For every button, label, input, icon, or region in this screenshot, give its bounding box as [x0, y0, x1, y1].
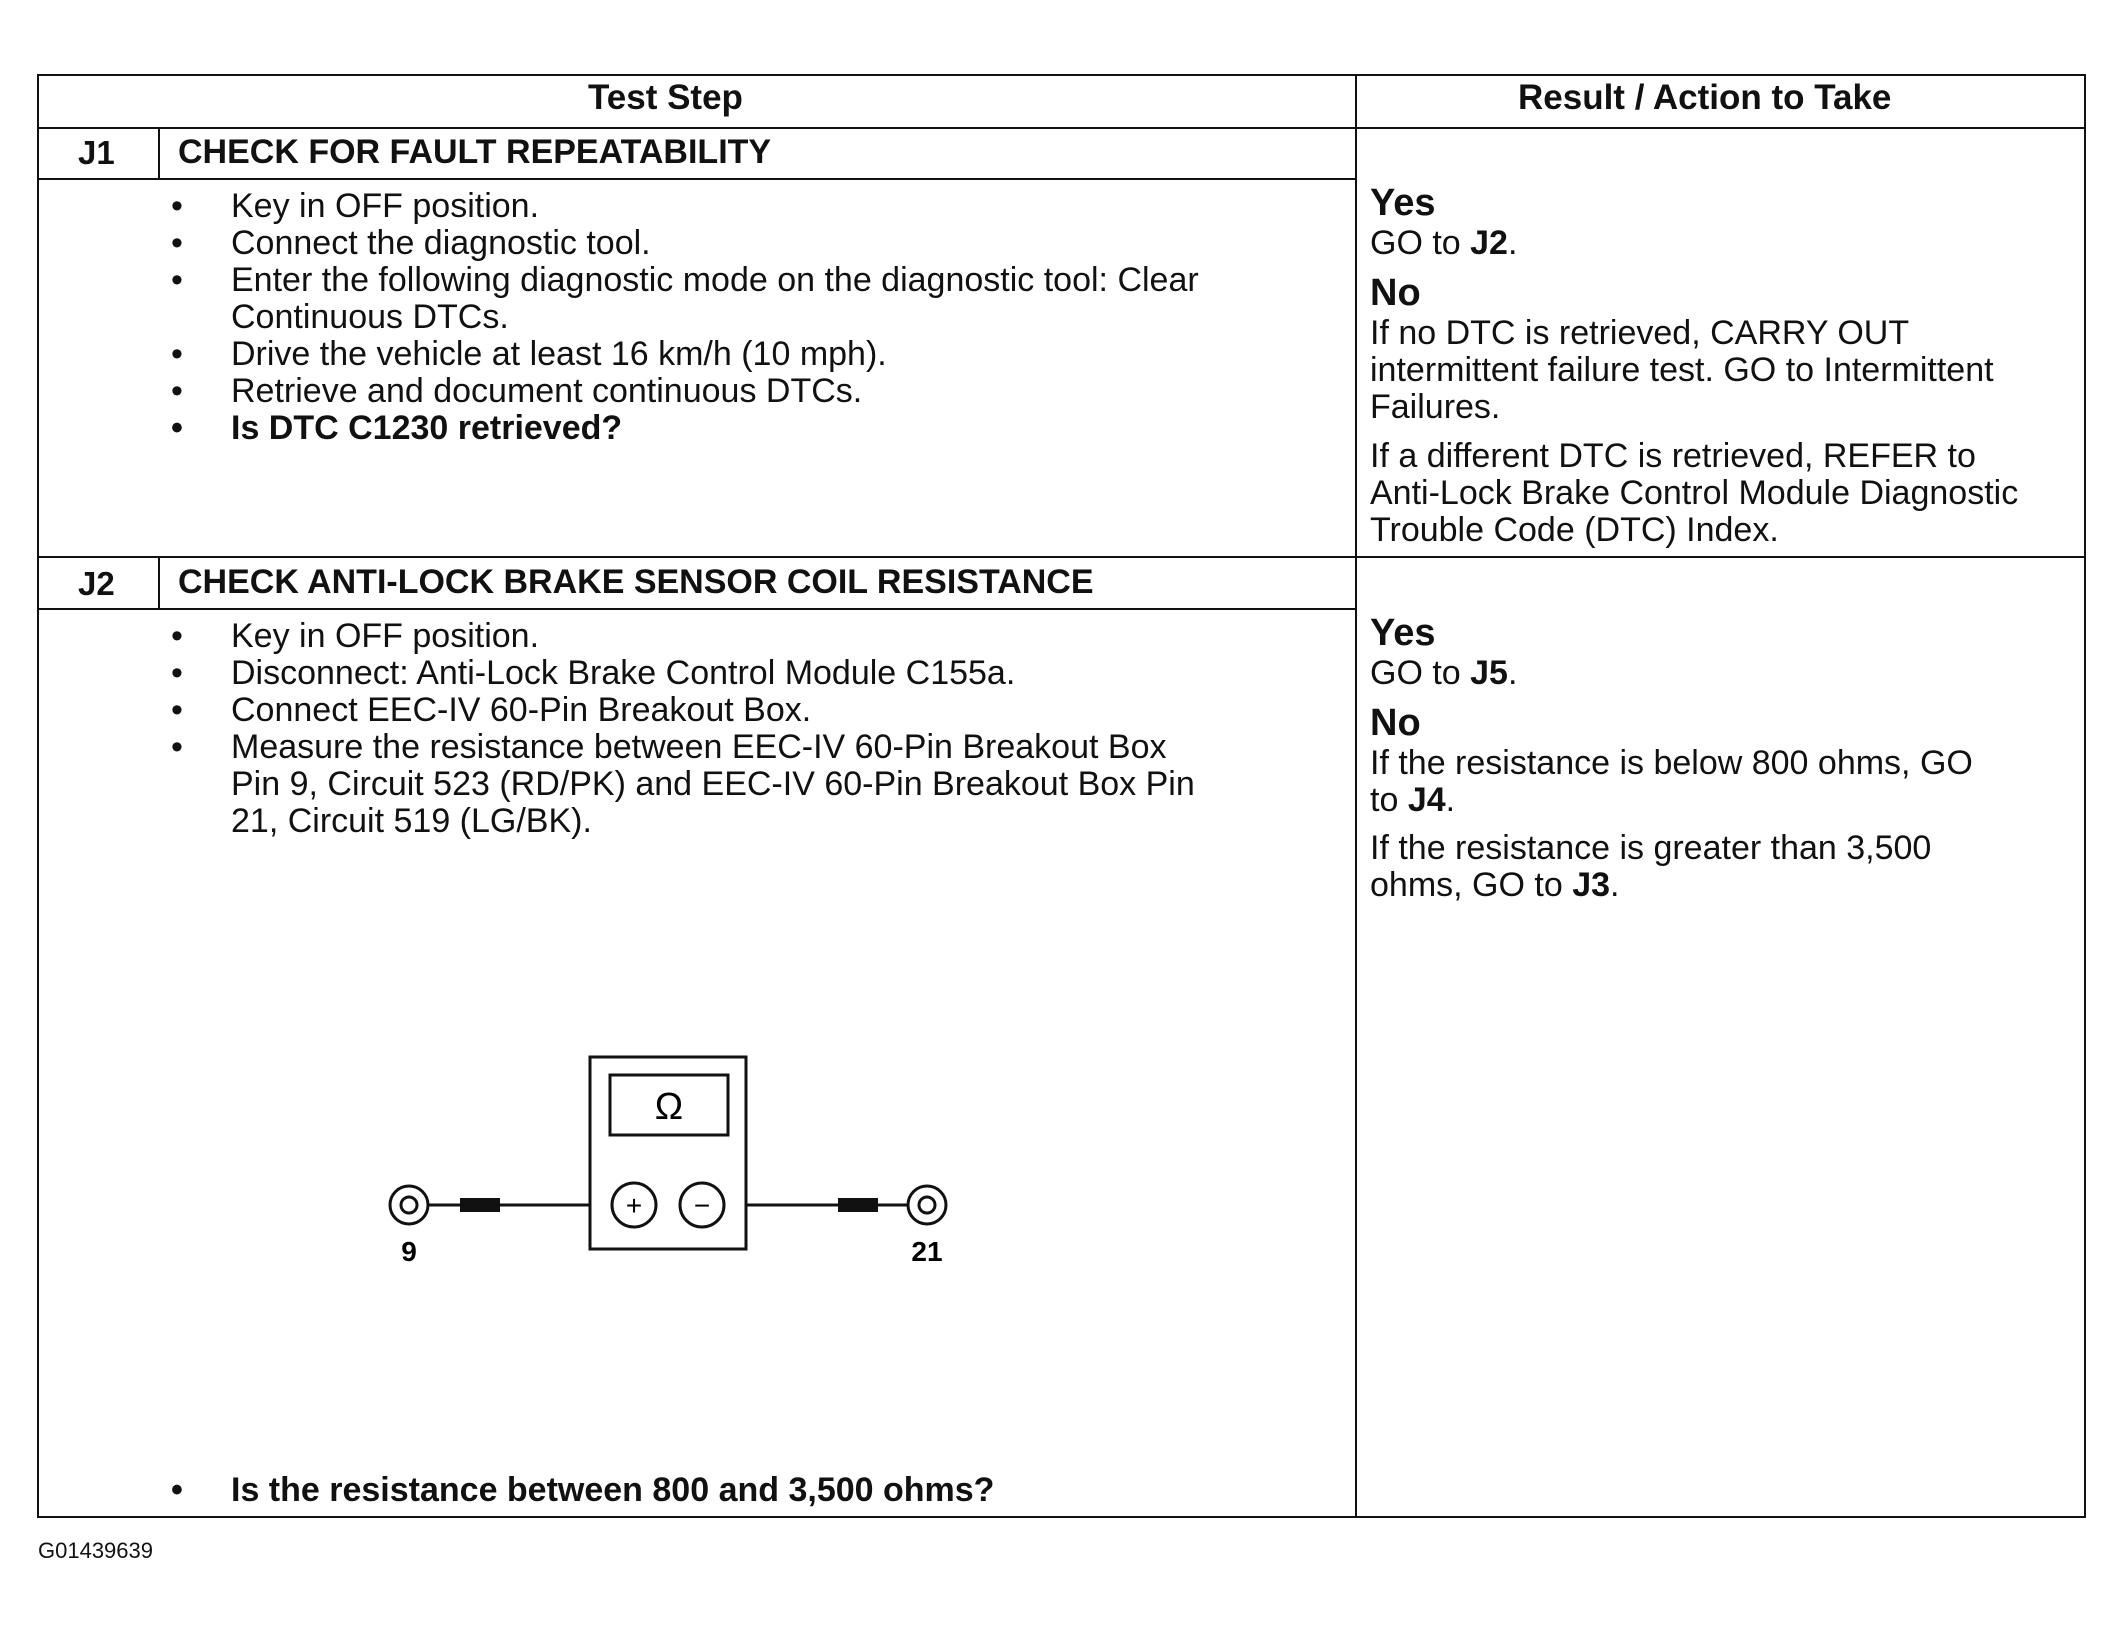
step-title-j2: CHECK ANTI-LOCK BRAKE SENSOR COIL RESISTANCE: [178, 563, 1094, 601]
j1-id-divider: [158, 127, 160, 180]
result-action-header: Result / Action to Take: [1518, 78, 1892, 117]
yes-action-j2: GO to J5.: [1370, 654, 1518, 692]
plus-sign: +: [625, 1190, 643, 1221]
no-action-j2-line: to J4.: [1370, 781, 1456, 819]
table-right-border: [2084, 74, 2086, 1518]
step-title-j1: CHECK FOR FAULT REPEATABILITY: [178, 133, 772, 171]
j1-title-bottom-border: [37, 178, 1356, 180]
minus-sign: −: [693, 1190, 711, 1221]
j1-bottom-border: [37, 556, 2085, 558]
j2-id-divider: [158, 556, 160, 610]
no-action-j1-line: Anti-Lock Brake Control Module Diagnostic: [1370, 474, 2019, 512]
yes-label-j1: Yes: [1370, 182, 1436, 224]
no-action-j1-line: intermittent failure test. GO to Intermittent: [1370, 351, 1994, 389]
yes-action-j1: GO to J2.: [1370, 224, 1518, 262]
pin-label-9: 9: [401, 1236, 417, 1267]
no-label-j1: No: [1370, 272, 1421, 314]
header-bottom-border: [37, 127, 2085, 129]
pin-21-connector-center: [919, 1197, 935, 1213]
no-action-j1-line: Failures.: [1370, 388, 1501, 426]
table-bottom-border: [37, 1516, 2085, 1518]
pin-label-21: 21: [911, 1236, 943, 1267]
no-action-j1-line: If no DTC is retrieved, CARRY OUT: [1370, 314, 1910, 352]
no-action-j2-line: ohms, GO to J3.: [1370, 866, 1620, 904]
no-label-j2: No: [1370, 702, 1421, 744]
table-left-border: [37, 74, 39, 1518]
figure-code: G01439639: [38, 1538, 153, 1563]
step-id-j2: J2: [78, 565, 115, 602]
pin-9-connector: [390, 1186, 428, 1224]
lead-right-probe: [838, 1198, 878, 1212]
pin-9-connector-center: [401, 1197, 417, 1213]
ohmmeter-diagram: [380, 1045, 960, 1280]
step-id-j1: J1: [78, 134, 115, 171]
no-action-j1-line: Trouble Code (DTC) Index.: [1370, 511, 1779, 549]
yes-label-j2: Yes: [1370, 612, 1436, 654]
lead-left-probe: [460, 1198, 500, 1212]
no-action-j1-line: If a different DTC is retrieved, REFER to: [1370, 437, 1976, 475]
table-top-border: [37, 74, 2085, 76]
no-action-j2-line: If the resistance is below 800 ohms, GO: [1370, 744, 1973, 782]
j2-title-bottom-border: [37, 608, 1356, 610]
column-divider: [1355, 74, 1357, 1518]
pin-21-connector: [908, 1186, 946, 1224]
no-action-j2-line: If the resistance is greater than 3,500: [1370, 829, 1932, 867]
test-step-header: Test Step: [588, 78, 743, 117]
ohm-symbol: Ω: [654, 1086, 684, 1128]
